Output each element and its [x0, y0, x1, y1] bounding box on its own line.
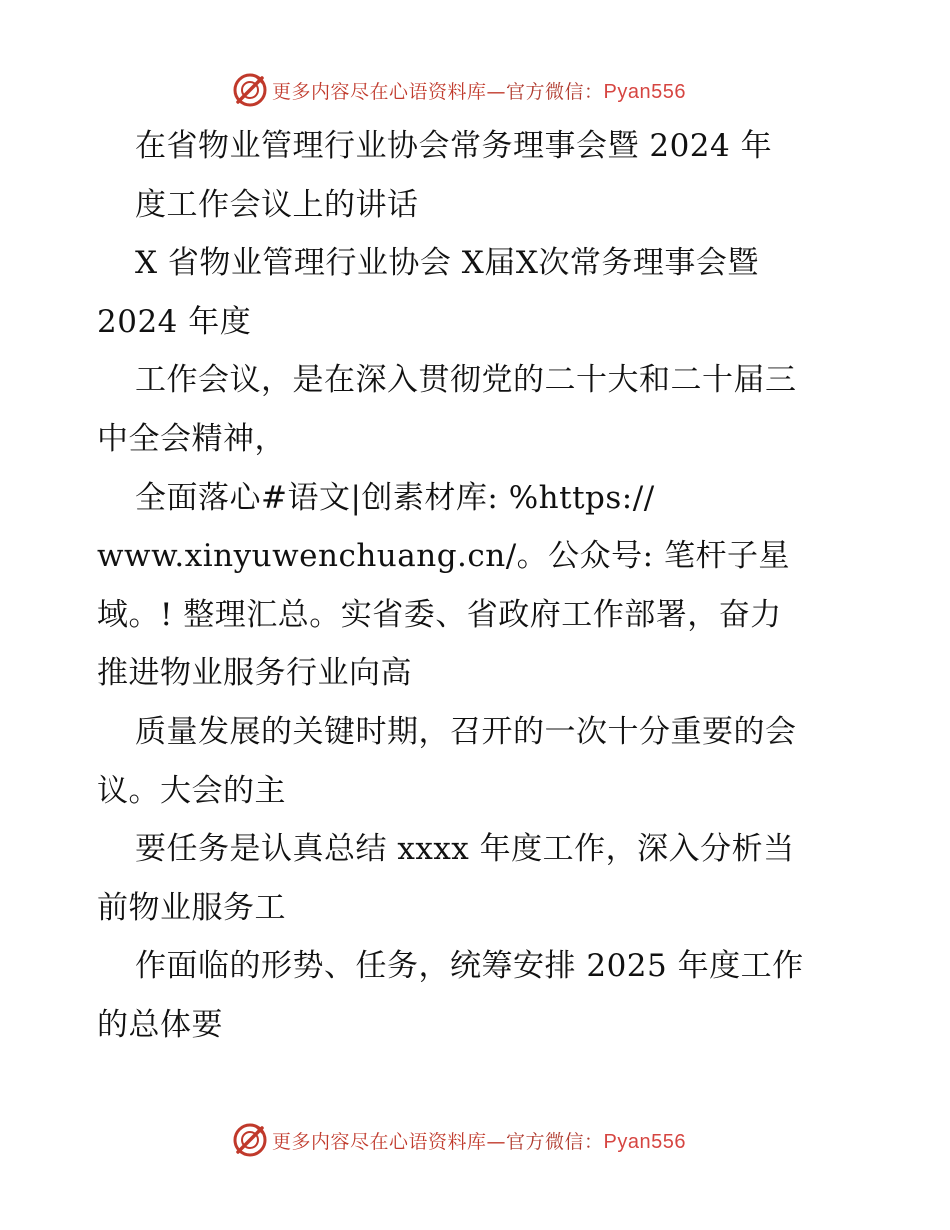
brand-logo-icon: [232, 72, 268, 108]
watermark-dash: —: [486, 80, 507, 103]
header-watermark: [232, 70, 686, 110]
text-line: X 省物业管理行业协会 X届X次常务理事会暨: [135, 245, 759, 282]
text-line: 质量发展的关键时期，召开的一次十分重要的会: [135, 713, 797, 750]
watermark-wechat-label: 官方微信：: [506, 1130, 604, 1153]
text-line: 域。! 整理汇总。实省委、省政府工作部署，奋力: [97, 596, 782, 633]
watermark-brand: 更多内容尽在心语资料库: [272, 80, 487, 103]
watermark-dash: —: [486, 1130, 507, 1153]
watermark-wechat-id: Pyan556: [603, 1130, 686, 1153]
watermark-wechat-id: Pyan556: [603, 80, 686, 103]
document-body: [97, 117, 857, 1055]
text-line: 议。大会的主: [97, 772, 286, 809]
text-line: 的总体要: [97, 1006, 223, 1043]
footer-watermark: [232, 1120, 686, 1160]
watermark-text: [272, 77, 686, 104]
text-line: 工作会议，是在深入贯彻党的二十大和二十届三: [135, 362, 797, 399]
watermark-wechat-label: 官方微信：: [506, 80, 604, 103]
text-line: 前物业服务工: [97, 889, 286, 926]
text-line: 推进物业服务行业向高: [97, 655, 412, 692]
text-line: 2024 年度: [97, 303, 252, 340]
watermark-text: [272, 1127, 686, 1154]
text-line: 全面落心#语文|创素材库: %https://: [135, 479, 655, 516]
text-line: 要任务是认真总结 xxxx 年度工作，深入分析当: [135, 831, 795, 868]
text-line: www.xinyuwenchuang.cn/。公众号: 笔杆子星: [97, 538, 790, 575]
watermark-brand: 更多内容尽在心语资料库: [272, 1130, 487, 1153]
text-line: 度工作会议上的讲话: [135, 186, 419, 223]
brand-logo-icon: [232, 1122, 268, 1158]
text-line: 中全会精神，: [97, 420, 286, 457]
text-line: 作面临的形势、任务，统筹安排 2025 年度工作: [135, 948, 804, 985]
text-line: 在省物业管理行业协会常务理事会暨 2024 年: [135, 128, 773, 164]
